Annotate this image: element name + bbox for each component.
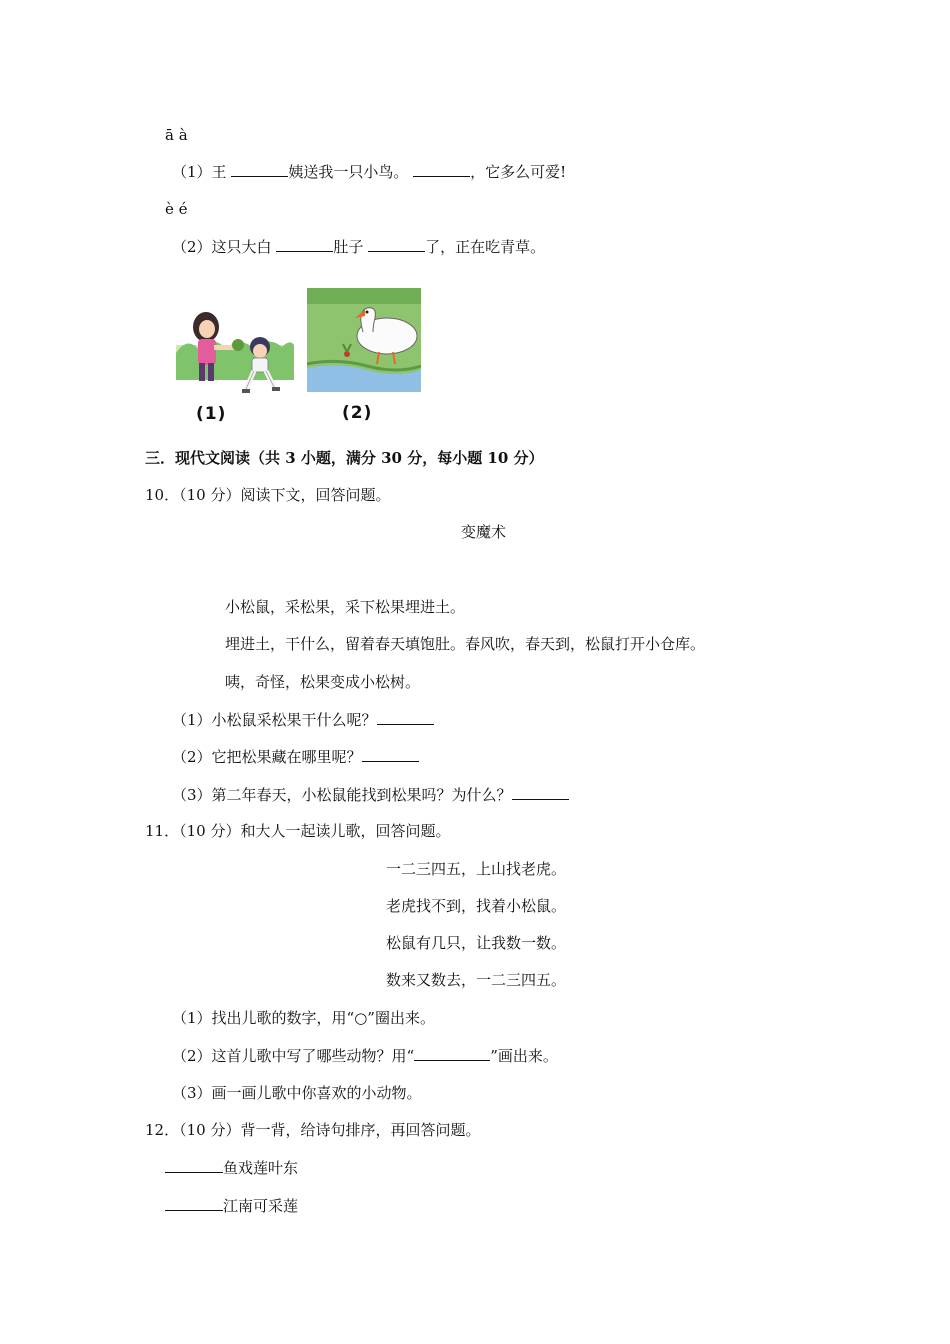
question-10-sub-2 — [172, 746, 419, 767]
passage-title: 变魔术 — [461, 523, 507, 541]
fill-sentence-1 — [172, 161, 566, 182]
answer-blank[interactable] — [368, 236, 425, 252]
sentence-text: 姨送我一只小鸟。 — [288, 163, 414, 181]
question-11-sub-1: （1）找出儿歌的数字，用“○”圈出来。 — [172, 1009, 435, 1027]
answer-blank[interactable] — [276, 236, 333, 252]
question-11-sub-2 — [172, 1045, 558, 1066]
poem-order-item — [165, 1195, 298, 1216]
poem-line: 松鼠有几只，让我数一数。 — [386, 934, 567, 952]
question-12-heading: 12．（10 分）背一背，给诗句排序，再回答问题。 — [145, 1121, 481, 1139]
sub-question-text: （3）第二年春天，小松鼠能找到松果吗？为什么？ — [172, 786, 512, 804]
passage-paragraph: 小松鼠，采松果，采下松果埋进土。 — [225, 598, 466, 616]
illustration-woman-child — [176, 305, 294, 400]
pinyin-options-2: è é — [165, 200, 188, 218]
answer-blank[interactable] — [377, 709, 434, 725]
poem-line: 老虎找不到，找着小松鼠。 — [386, 897, 567, 915]
poem-verse: 江南可采莲 — [223, 1197, 299, 1215]
passage-paragraph: 埋进土，干什么，留着春天填饱肚。春风吹，春天到，松鼠打开小仓库。 — [225, 635, 706, 653]
sub-question-text: （2）这首儿歌中写了哪些动物？用“ — [172, 1047, 415, 1065]
sentence-number: （1） — [172, 163, 212, 181]
poem-line: 数来又数去，一二三四五。 — [386, 971, 567, 989]
sentence-text: 这只大白 — [211, 238, 277, 256]
underline-sample — [414, 1045, 490, 1061]
question-10-sub-3 — [172, 784, 569, 805]
fill-sentence-2 — [172, 236, 545, 257]
sub-question-text: （2）它把松果藏在哪里呢？ — [172, 748, 362, 766]
passage-paragraph: 咦，奇怪，松果变成小松树。 — [225, 673, 421, 691]
sentence-text: 王 — [211, 163, 232, 181]
answer-blank[interactable] — [413, 161, 470, 177]
sentence-number: （2） — [172, 238, 212, 256]
order-blank[interactable] — [165, 1157, 223, 1173]
answer-blank[interactable] — [362, 746, 419, 762]
illustration-goose — [307, 288, 421, 392]
question-11-heading: 11．（10 分）和大人一起读儿歌，回答问题。 — [145, 822, 451, 840]
poem-verse: 鱼戏莲叶东 — [223, 1159, 299, 1177]
answer-blank[interactable] — [231, 161, 288, 177]
section-heading: 三．现代文阅读（共 3 小题，满分 30 分，每小题 10 分） — [145, 449, 544, 467]
order-blank[interactable] — [165, 1195, 223, 1211]
pinyin-options-1: ā à — [165, 126, 188, 144]
sentence-text: ，它多么可爱! — [470, 163, 567, 181]
illustration-caption-2: (2) — [342, 403, 373, 423]
answer-blank[interactable] — [512, 784, 569, 800]
sub-question-text: （1）小松鼠采松果干什么呢？ — [172, 711, 377, 729]
poem-order-item — [165, 1157, 298, 1178]
sentence-text: 了，正在吃青草。 — [425, 238, 546, 256]
question-10-sub-1 — [172, 709, 434, 730]
poem-line: 一二三四五，上山找老虎。 — [386, 860, 567, 878]
question-10-heading: 10．（10 分）阅读下文，回答问题。 — [145, 486, 391, 504]
sentence-text: 肚子 — [333, 238, 369, 256]
question-11-sub-3: （3）画一画儿歌中你喜欢的小动物。 — [172, 1084, 422, 1102]
illustration-caption-1: (1) — [196, 404, 227, 424]
sub-question-text: ”画出来。 — [490, 1047, 558, 1065]
